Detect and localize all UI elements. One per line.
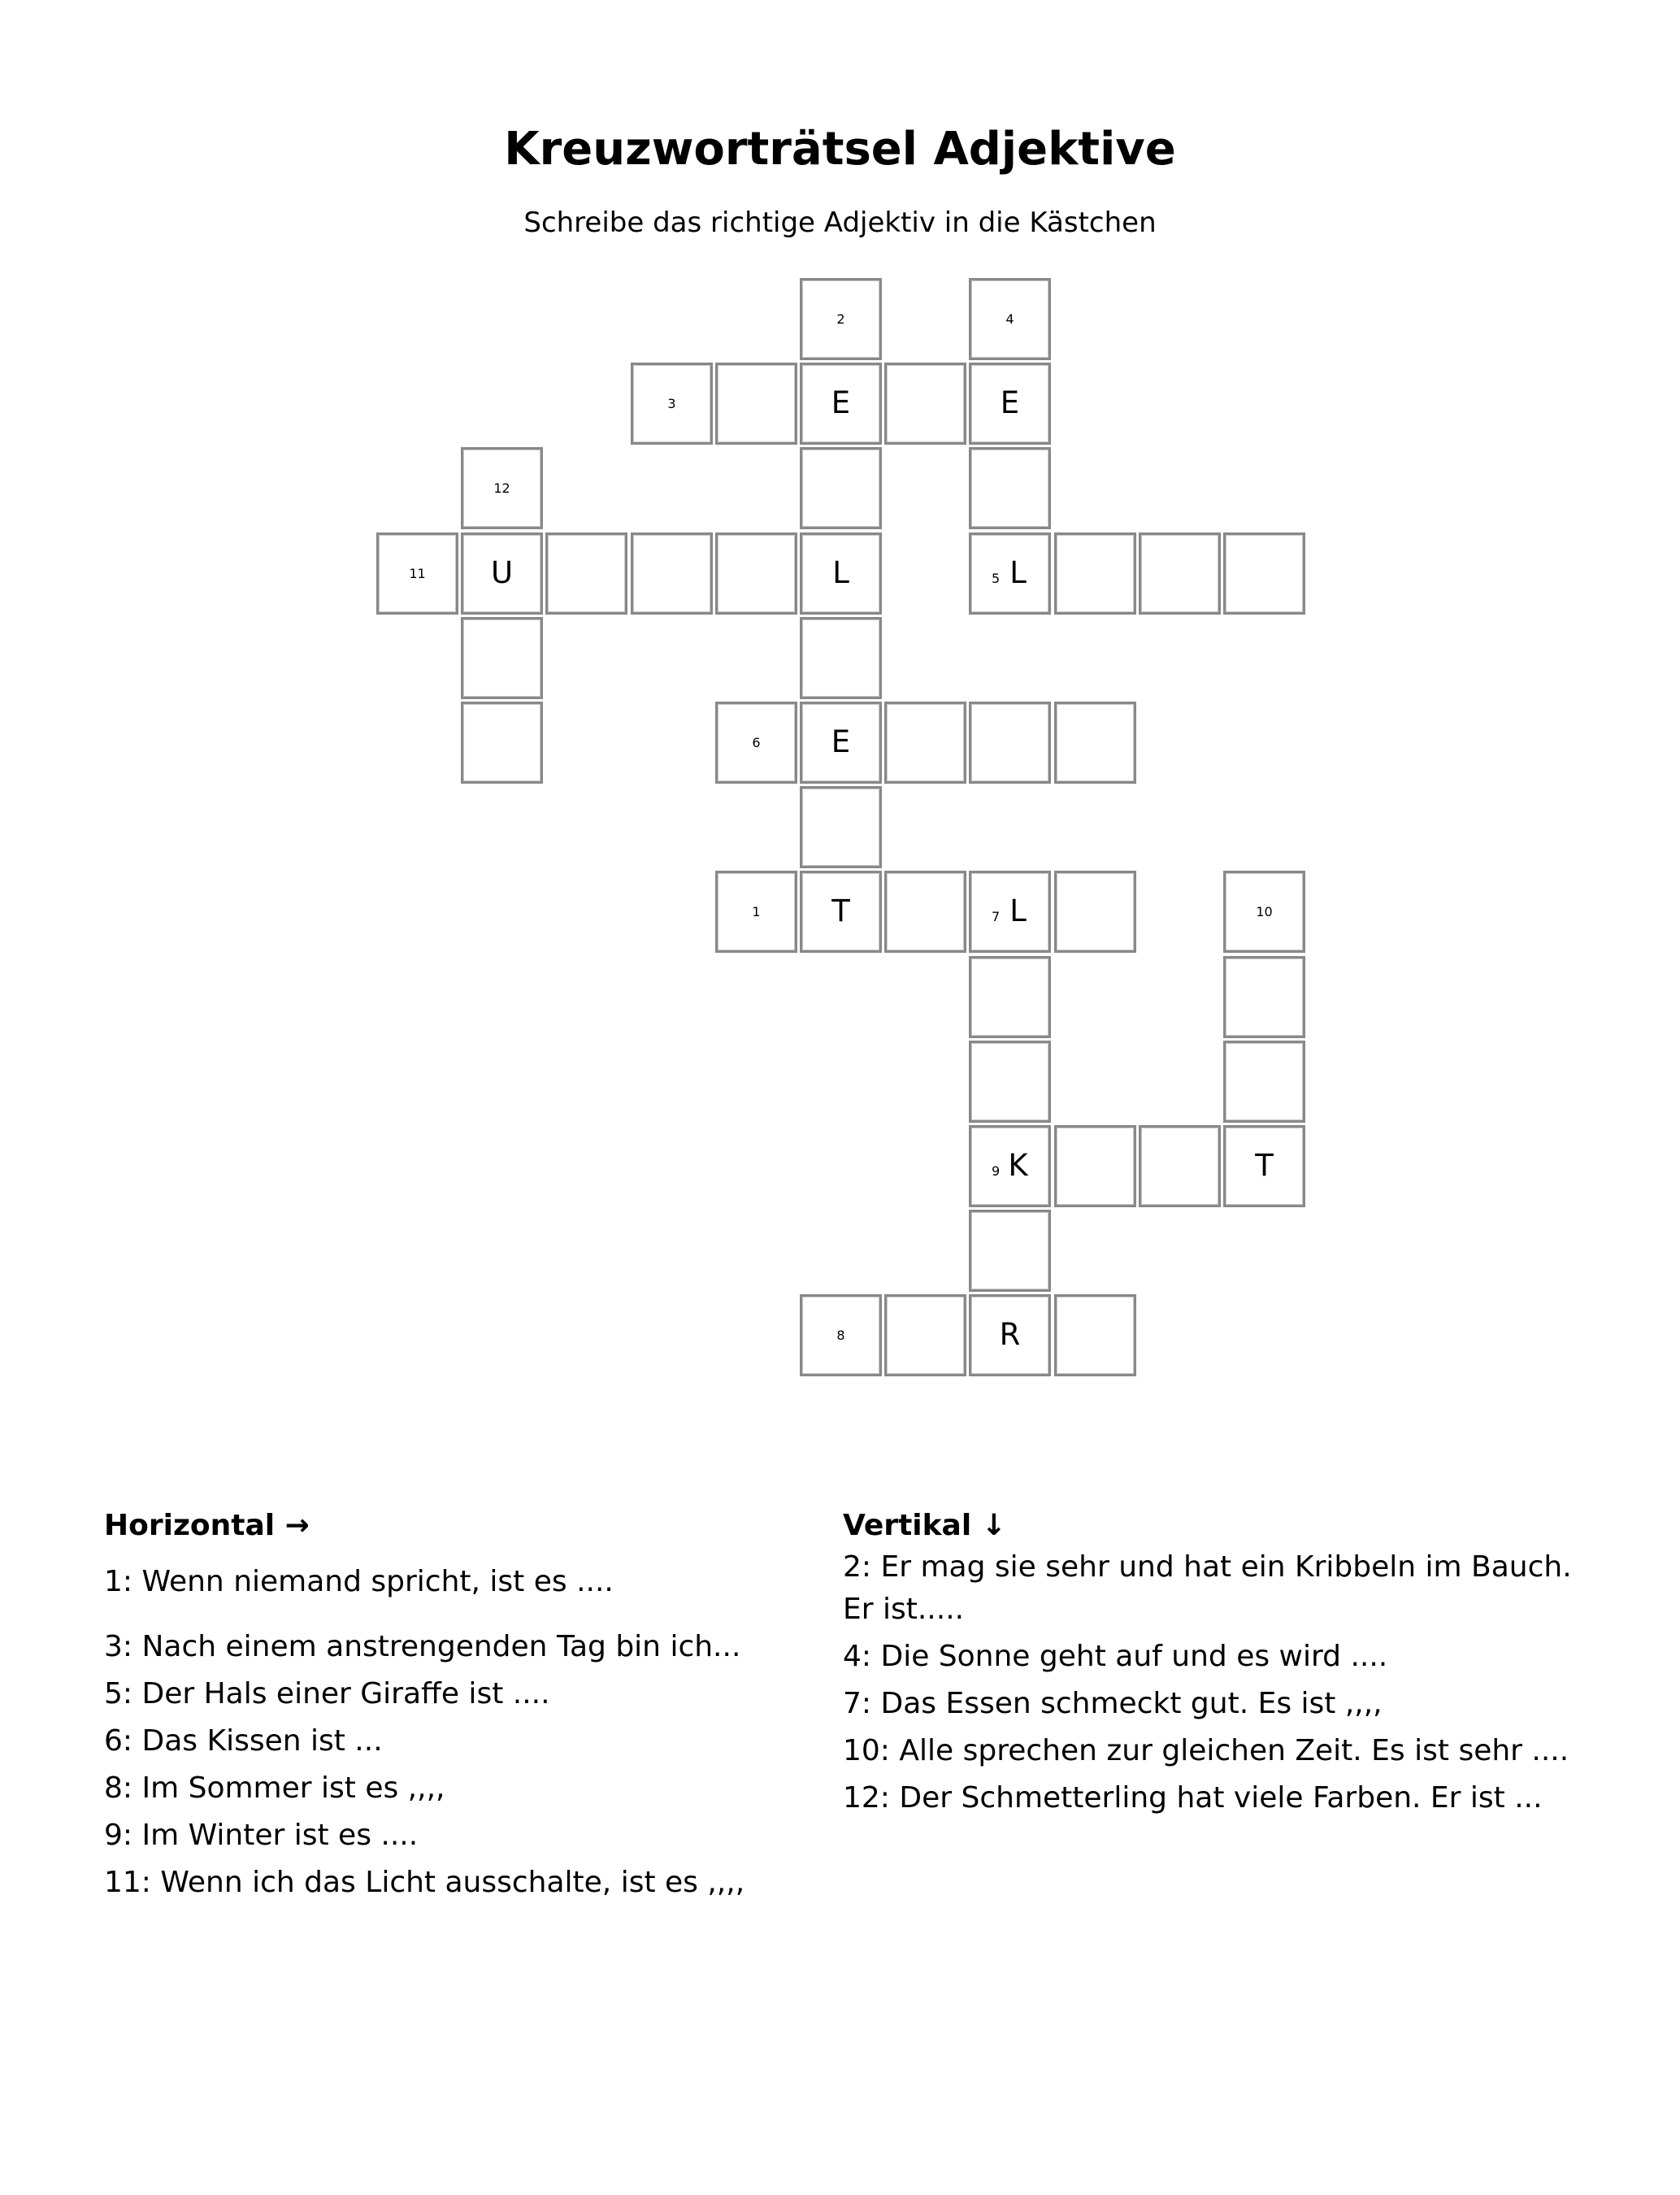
crossword-cell[interactable] [800,278,882,360]
crossword-cell[interactable] [631,363,713,445]
crossword-cell[interactable] [800,363,882,445]
clue-horizontal-1: 1: Wenn niemand spricht, ist es .... [104,1565,614,1598]
crossword-cell[interactable] [461,447,543,529]
clue-horizontal-5: 5: Der Hals einer Giraffe ist .... [104,1677,550,1710]
crossword-cell[interactable] [800,447,882,529]
crossword-cell[interactable] [800,702,882,784]
clue-number: 1 [752,903,761,919]
cell-letter: T [1255,1147,1274,1183]
clue-number: 6 [752,734,761,750]
clue-number: 10 [1256,903,1273,919]
crossword-cell[interactable] [969,1294,1051,1376]
crossword-cell[interactable] [969,702,1051,784]
crossword-cell[interactable] [715,871,797,953]
crossword-cell[interactable] [969,278,1051,360]
crossword-cell[interactable] [969,363,1051,445]
clue-number: 3 [667,395,676,411]
cell-letter: E [831,385,851,420]
crossword-cell[interactable] [461,702,543,784]
clue-horizontal-8: 8: Im Sommer ist es ,,,, [104,1771,445,1805]
clue-horizontal-11: 11: Wenn ich das Licht ausschalte, ist es ,,,, [104,1866,745,1899]
clue-number: 12 [493,480,510,496]
clue-number: 11 [409,565,426,581]
crossword-cell[interactable] [1223,1041,1305,1123]
clue-horizontal-9: 9: Im Winter ist es .... [104,1819,419,1852]
crossword-cell[interactable] [969,871,1051,953]
clue-horizontal-3: 3: Nach einem anstrengenden Tag bin ich... [104,1630,741,1663]
crossword-cell[interactable] [1054,1294,1136,1376]
crossword-cell[interactable] [631,532,713,615]
cell-letter: L [1009,554,1027,590]
cell-letter: E [831,724,851,759]
page-title: Kreuzworträtsel Adjektive [504,123,1176,176]
crossword-cell[interactable] [376,532,458,615]
clue-number: 9 [992,1163,1001,1179]
crossword-cell[interactable] [715,363,797,445]
instructions: Schreibe das richtige Adjektiv in die Kästchen [523,206,1157,239]
vertical-heading: Vertikal ↓ [843,1509,1006,1542]
crossword-cell[interactable] [1139,1125,1221,1207]
crossword-cell[interactable] [1223,871,1305,953]
crossword-cell[interactable] [969,1041,1051,1123]
clue-number: 7 [992,909,1001,924]
crossword-cell[interactable] [715,702,797,784]
crossword-cell[interactable] [969,1210,1051,1292]
crossword-cell[interactable] [461,532,543,615]
crossword-cell[interactable] [1054,532,1136,615]
cell-letter: U [490,554,514,590]
cell-letter: L [832,554,849,590]
clue-vertical-4: 4: Die Sonne geht auf und es wird .... [843,1640,1388,1673]
crossword-cell[interactable] [969,1125,1051,1207]
vertical-clues [843,1506,1578,1824]
clue-number: 5 [992,571,1001,586]
clue-vertical-12: 12: Der Schmetterling hat viele Farben. Er ist ... [843,1781,1543,1815]
crossword-cell[interactable] [969,956,1051,1038]
clue-vertical-2: 2: Er mag sie sehr und hat ein Kribbeln im Bauch. Er ist..... [843,1550,1572,1626]
clue-number: 4 [1005,311,1014,327]
crossword-cell[interactable] [1223,956,1305,1038]
crossword-cell[interactable] [1223,532,1305,615]
crossword-cell[interactable] [884,871,966,953]
horizontal-clues [104,1506,819,1909]
crossword-cell[interactable] [1054,871,1136,953]
crossword-cell[interactable] [1054,702,1136,784]
cell-letter: L [1009,893,1027,928]
clue-vertical-10: 10: Alle sprechen zur gleichen Zeit. Es ist sehr .... [843,1734,1569,1767]
crossword-cell[interactable] [969,447,1051,529]
crossword-cell[interactable] [884,702,966,784]
crossword-cell[interactable] [800,871,882,953]
cell-letter: T [831,893,850,928]
clue-vertical-7: 7: Das Essen schmeckt gut. Es ist ,,,, [843,1687,1383,1720]
crossword-cell[interactable] [800,532,882,615]
crossword-cell[interactable] [884,363,966,445]
crossword-cell[interactable] [800,1294,882,1376]
crossword-cell[interactable] [1139,532,1221,615]
clue-horizontal-6: 6: Das Kissen ist ... [104,1724,383,1758]
crossword-cell[interactable] [884,1294,966,1376]
clue-number: 2 [836,311,845,327]
crossword-cell[interactable] [1223,1125,1305,1207]
crossword-cell[interactable] [969,532,1051,615]
crossword-cell[interactable] [545,532,627,615]
crossword-cell[interactable] [715,532,797,615]
cell-letter: R [999,1316,1021,1352]
horizontal-heading: Horizontal → [104,1509,310,1542]
crossword-cell[interactable] [800,786,882,868]
clue-number: 8 [836,1327,845,1343]
crossword-cell[interactable] [1054,1125,1136,1207]
cell-letter: E [1000,385,1020,420]
crossword-cell[interactable] [461,617,543,699]
cell-letter: K [1008,1147,1028,1183]
crossword-cell[interactable] [800,617,882,699]
